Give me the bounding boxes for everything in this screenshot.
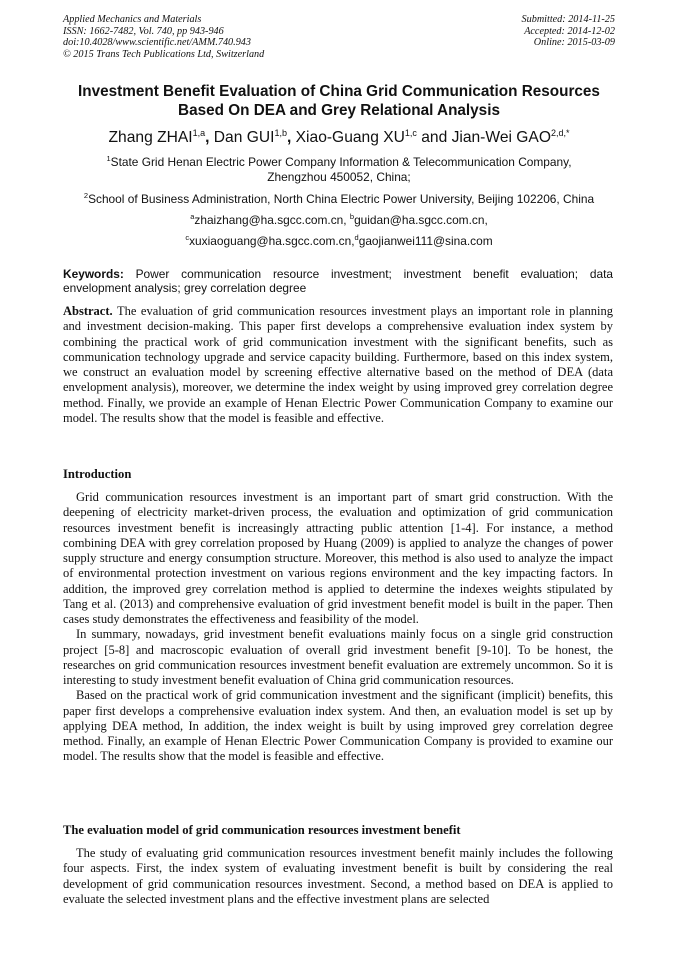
email-marker: b <box>349 212 355 221</box>
author-separator: , <box>286 129 296 146</box>
journal-name: Applied Mechanics and Materials <box>63 14 202 25</box>
author-affil-marker: 1,b <box>274 128 287 138</box>
journal-header <box>63 14 264 60</box>
email-line-2 <box>30 234 648 249</box>
section-2-heading: The evaluation model of grid communication resources investment benefit <box>63 823 461 837</box>
keywords <box>63 267 613 296</box>
journal-doi: doi:10.4028/www.scientific.net/AMM.740.943 <box>63 37 251 49</box>
intro-paragraph-1: Grid communication resources investment is an important part of smart grid construction. With the deepening of electricity market-driven process, the evaluation and optimization of grid communication resources investment benefit is increasingly attracting public attention [1-4]. For instance, a method combining DEA with grey correlation proposed by Huang (2009) is applied to analyze the changes of power supply structure and energy consumption structure. Moreover, this method is also used to analyze the impact of environmental protection investment on various regions environment and the key impacting factors. In addition, the improved grey correlation method is applied to determine the indexes weights stipulated by Tang et al. (2013) and comprehensive evaluation of grid investment benefit model is built in the paper. Then cases study demonstrates the effectiveness and feasibility of the model. <box>63 490 613 626</box>
email-line-1 <box>30 213 648 228</box>
section-2-paragraph: The study of evaluating grid communication resources investment benefit mainly includes the following four aspects. First, the index system of evaluating investment benefit is built by considering the real development of grid communication resources investment. Second, a method based on DEA is applied to evaluate the selected investment plans and the effective investment plans are selected <box>63 846 613 906</box>
email-address: guidan@ha.sgcc.com.cn, <box>354 213 488 227</box>
email-address: zhaizhang@ha.sgcc.com.cn, <box>194 213 350 227</box>
submitted-date: Submitted: 2014-11-25 <box>521 14 615 25</box>
keywords-label: Keywords: <box>63 267 124 281</box>
author-separator: and <box>416 129 452 146</box>
abstract-label: Abstract. <box>63 304 113 318</box>
keywords-text: Power communication resource investment; investment benefit evaluation; data envelopment analysis; grey correlation degree <box>63 267 613 296</box>
affiliation-marker: 2 <box>83 191 89 200</box>
author-affil-marker: 2,d,* <box>550 128 570 138</box>
journal-copyright: © 2015 Trans Tech Publications Ltd, Switzerland <box>63 48 265 60</box>
author-name: Dan GUI <box>213 129 275 146</box>
accepted-date: Accepted: 2014-12-02 <box>524 25 615 37</box>
journal-issn: ISSN: 1662-7482, Vol. 740, pp 943-946 <box>63 25 224 37</box>
online-date: Online: 2015-03-09 <box>533 37 615 49</box>
intro-paragraph-2: In summary, nowadays, grid investment benefit evaluations mainly focus on a single grid construction project [5-8] and macroscopic evaluation of overall grid investment benefit [9-10]. To be honest, the researches on grid communication resources investment benefit evaluation are extremely uncommon. So it is interesting to study investment benefit evaluation of China grid communication resources. <box>63 627 613 687</box>
section-2-body <box>63 846 613 907</box>
title-line-2: Based On DEA and Grey Relational Analysis <box>178 101 500 119</box>
paper-title <box>40 83 638 120</box>
affiliation-2 <box>30 192 648 207</box>
author-name: Zhang ZHAI <box>108 129 193 146</box>
author-list <box>20 128 658 148</box>
author-name: Jian-Wei GAO <box>451 129 551 146</box>
introduction-heading: Introduction <box>63 467 132 481</box>
abstract-text: The evaluation of grid communication resources investment plays an important role in planning and investment decision-making. This paper first develops a comprehensive evaluation index system by combining the practical work of grid communication investment with the significant benefits, such as communication technology upgrade and service capacity building. Furthermore, based on this index system, we construct an evaluation model by screening effective alternative based on the method of DEA (data envelopment analysis), moreover, we determine the index weight by using improved grey correlation degree method. Finally, we provide an example of Henan Electric Power Communication Company to examine our model. The results show that the model is feasible and effective. <box>63 304 613 425</box>
affiliation-text: School of Business Administration, North China Electric Power University, Beijing 102206, China <box>88 192 595 206</box>
introduction-body <box>63 490 613 765</box>
affiliation-text: State Grid Henan Electric Power Company Information & Telecommunication Company, <box>110 155 572 169</box>
abstract <box>63 304 613 426</box>
author-affil-marker: 1,c <box>404 128 417 138</box>
email-marker: a <box>190 212 195 221</box>
intro-paragraph-3: Based on the practical work of grid communication investment and the significant (implicit) benefits, this paper first develops a comprehensive evaluation index system. And then, an evaluation model is set up by applying DEA method, In addition, the index weight is built by using improved grey correlation degree method. Finally, an example of Henan Electric Power Communication Company is provided to examine our model. The results show that the model is feasible and effective. <box>63 688 613 764</box>
email-address: gaojianwei111@sina.com <box>358 234 493 248</box>
email-marker: c <box>185 233 190 242</box>
email-address: xuxiaoguang@ha.sgcc.com.cn, <box>189 234 355 248</box>
author-separator: , <box>205 129 214 146</box>
affiliation-marker: 1 <box>106 154 111 163</box>
author-name: Xiao-Guang XU <box>295 129 405 146</box>
publication-dates <box>522 14 615 49</box>
email-marker: d <box>354 233 359 242</box>
author-affil-marker: 1,a <box>192 128 206 138</box>
affiliation-text: Zhengzhou 450052, China; <box>267 169 411 184</box>
title-line-1: Investment Benefit Evaluation of China Grid Communication Resources <box>78 83 600 100</box>
affiliation-1 <box>30 155 648 185</box>
